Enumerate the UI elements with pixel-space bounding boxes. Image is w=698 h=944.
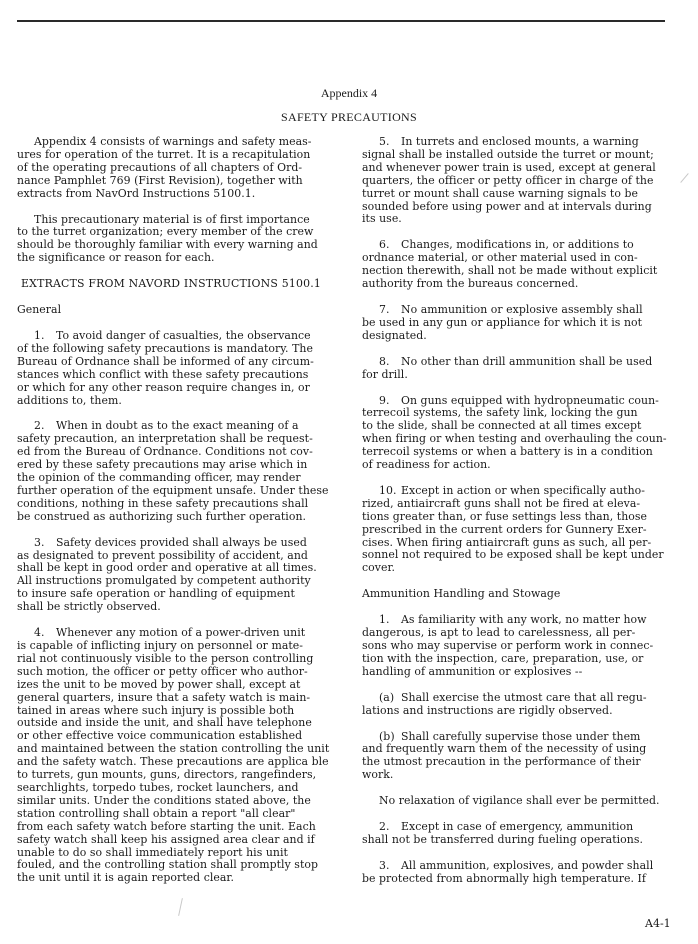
numbered-paragraph (362, 485, 680, 575)
paragraph-text: No relaxation of vigilance shall ever be permitted. (379, 794, 660, 808)
paragraph-text: to the slide, shall be connected at all times except (362, 419, 642, 433)
paragraph-text: of the following safety precautions is mandatory. The (17, 341, 313, 355)
paragraph-text: rial not continuously visible to the person controlling (17, 651, 314, 665)
paragraph-text: When in doubt as to the exact meaning of a (56, 419, 299, 433)
numbered-paragraph (362, 614, 680, 679)
paragraph-text: and whenever power train is used, except at general (362, 160, 656, 174)
paragraph-number: 3. (34, 535, 45, 549)
paragraph-text: No other than drill ammunition shall be used (401, 354, 653, 368)
numbered-paragraph (17, 420, 335, 523)
paragraph-text: cises. When firing antiaircraft guns as such, all per- (362, 535, 652, 549)
paragraph-number: 10. (379, 483, 397, 497)
paragraph-text: and frequently warn them of the necessity of using (362, 742, 647, 756)
paragraph-text: additions to, them. (17, 393, 122, 407)
paragraph-text: be used in any gun or appliance for which it is not (362, 315, 643, 329)
paragraph-text: to insure safe operation or handling of equipment (17, 587, 295, 601)
numbered-paragraph (362, 395, 680, 472)
paragraph-text: and maintained between the station controlling the unit (17, 742, 330, 756)
paragraph-text: Shall exercise the utmost care that all regu- (401, 690, 647, 704)
paragraph-text: shall be strictly observed. (17, 600, 161, 614)
paragraph-text: further operation of the equipment unsafe. Under these (17, 483, 329, 497)
intro-paragraph-1: Appendix 4 consists of warnings and safety meas- ures for operation of the turret. It is a recapitulation of the operating precautions of all chapters of Ord- nance Pamphlet 769 (First Revision), together with extracts from NavOrd Instructions 5100.1. (17, 135, 312, 200)
right-column (362, 136, 680, 899)
paragraph-text: authority from the bureaus concerned. (362, 277, 579, 291)
paragraph-text: be construed as authorizing such further operation. (17, 509, 307, 523)
paragraph-text: conditions, nothing in these safety precautions shall (17, 496, 309, 510)
paragraph-text: ed from the Bureau of Ordnance. Conditions not cov- (17, 445, 313, 459)
numbered-paragraph (17, 627, 335, 885)
paragraph-text: On guns equipped with hydropneumatic coun- (401, 393, 659, 407)
paragraph-text: safety watch shall keep his assigned area clear and if (17, 832, 315, 846)
paragraph-number: 6. (379, 238, 390, 252)
paragraph-text: terrecoil systems or when a battery is in a condition (362, 445, 653, 459)
paragraph-text: from each safety watch before starting the unit. Each (17, 819, 316, 833)
paragraph-text: of readiness for action. (362, 458, 491, 472)
paragraph-number: 9. (379, 393, 390, 407)
paragraph-text: work. (362, 768, 394, 782)
paragraph-text: designated. (362, 328, 427, 342)
paragraph-text: to turrets, gun mounts, guns, directors, rangefinders, (17, 768, 317, 782)
paragraph-text: All ammunition, explosives, and powder shall (401, 858, 654, 872)
paragraph-text: the unit until it is again reported clear. (17, 871, 234, 885)
paragraph-text: nection therewith, shall not be made without explicit (362, 264, 658, 278)
paragraph-text: Except in action or when specifically autho- (401, 483, 645, 497)
numbered-paragraph (17, 330, 335, 407)
page-title: SAFETY PRECAUTIONS (281, 110, 417, 124)
paragraph-text: rized, antiaircraft guns shall not be fired at eleva- (362, 496, 641, 510)
numbered-paragraph (362, 692, 680, 718)
paragraph-text: be protected from abnormally high temperature. If (362, 871, 646, 885)
paragraph-text: or which for any other reason require changes in, or (17, 380, 310, 394)
paragraph-text: izes the unit to be moved by power shall, except at (17, 677, 301, 691)
paragraph-text: quarters, the officer or petty officer in charge of the (362, 173, 654, 187)
paragraph-text: sons who may supervise or perform work in connec- (362, 639, 654, 652)
paragraph-text: is capable of inflicting injury on personnel or mate- (17, 639, 304, 652)
general-items (17, 330, 335, 885)
paragraph-number: (a) (379, 690, 395, 704)
subheading-ammunition: Ammunition Handling and Stowage (362, 587, 561, 601)
paragraph-text: for drill. (362, 367, 408, 381)
paragraph-text: fouled, and the controlling station shall promptly stop (17, 858, 318, 872)
paragraph-text: prescribed in the current orders for Gunnery Exer- (362, 522, 647, 536)
paragraph-text: Changes, modifications in, or additions to (401, 238, 634, 252)
paragraph-text: Bureau of Ordnance shall be informed of any circum- (17, 354, 314, 368)
numbered-paragraph (362, 860, 680, 886)
paragraph-text: ordnance material, or other material used in con- (362, 251, 638, 265)
paragraph-text: lations and instructions are rigidly observed. (362, 703, 613, 717)
paragraph-text: the opinion of the commanding officer, may render (17, 471, 301, 485)
paragraph-text: All instructions promulgated by competent authority (17, 574, 311, 588)
paragraph-text: stances which conflict with these safety precautions (17, 367, 309, 381)
numbered-paragraph (17, 537, 335, 614)
paragraph-text: sounded before using power and at intervals during (362, 199, 652, 213)
paragraph-text: safety precaution, an interpretation shall be request- (17, 432, 313, 446)
paragraph-text: As familiarity with any work, no matter how (401, 613, 647, 627)
paragraph-text: ered by these safety precautions may arise which in (17, 458, 308, 472)
top-rule (17, 20, 665, 22)
ammunition-items (362, 614, 680, 886)
paragraph-text: as designated to prevent possibility of accident, and (17, 548, 308, 562)
paragraph-number: (b) (379, 729, 395, 743)
paragraph-text: unable to do so shall immediately report his unit (17, 845, 288, 859)
paragraph-text: cover. (362, 561, 396, 575)
paragraph-text: turret or mount shall cause warning signals to be (362, 186, 638, 200)
paragraph-text: such motion, the officer or petty officer who author- (17, 664, 308, 678)
paragraph-text: tained in areas where such injury is possible both (17, 703, 295, 717)
paragraph-text: dangerous, is apt to lead to carelessness, all per- (362, 626, 636, 640)
paragraph-number: 1. (379, 613, 390, 627)
numbered-paragraph (362, 136, 680, 226)
general-items-continued (362, 136, 680, 575)
paragraph-text: Whenever any motion of a power-driven unit (56, 626, 306, 640)
left-column (17, 136, 335, 898)
paragraph-text: Shall carefully supervise those under them (401, 729, 641, 743)
paragraph-text: searchlights, torpedo tubes, rocket launchers, and (17, 780, 299, 794)
paragraph-text: handling of ammunition or explosives -- (362, 664, 583, 678)
numbered-paragraph (362, 356, 680, 382)
paragraph-text: Safety devices provided shall always be used (56, 535, 307, 549)
paragraph-text: general quarters, insure that a safety watch is main- (17, 690, 311, 704)
intro-paragraph-2: This precautionary material is of first importance to the turret organization; every member of the crew should be thoroughly familiar with every warning and the significance or reason for each. (17, 212, 318, 265)
paragraph-text: the utmost precaution in the performance of their (362, 755, 641, 769)
page-number: A4-1 (645, 917, 671, 930)
numbered-paragraph (362, 239, 680, 291)
paragraph-number: 2. (34, 419, 45, 433)
paragraph-text: tion with the inspection, care, preparation, use, or (362, 651, 644, 665)
numbered-paragraph (362, 304, 680, 343)
paragraph-text: shall be kept in good order and operative at all times. (17, 561, 317, 575)
paragraph-text: To avoid danger of casualties, the observance (56, 328, 311, 342)
section-heading: EXTRACTS FROM NAVORD INSTRUCTIONS 5100.1 (21, 277, 322, 291)
paragraph-text: similar units. Under the conditions stated above, the (17, 793, 311, 807)
paragraph-text: No ammunition or explosive assembly shall (401, 302, 643, 316)
paragraph-text: In turrets and enclosed mounts, a warning (401, 135, 639, 148)
paragraph-text: sonnel not required to be exposed shall be kept under (362, 548, 664, 562)
paragraph-number: 3. (379, 858, 390, 872)
paragraph-text: or other effective voice communication established (17, 729, 303, 743)
paragraph-text: Except in case of emergency, ammunition (401, 820, 634, 834)
paragraph-number: 4. (34, 626, 45, 640)
paragraph-text: and the safety watch. These precautions are applica ble (17, 755, 329, 769)
paragraph-text: outside and inside the unit, and shall have telephone (17, 716, 312, 730)
numbered-paragraph (362, 821, 680, 847)
paragraph-text: terrecoil systems, the safety link, locking the gun (362, 406, 638, 420)
paragraph-text: shall not be transferred during fueling operations. (362, 832, 643, 846)
subheading-general: General (17, 303, 62, 317)
paragraph-number: 1. (34, 328, 45, 342)
numbered-paragraph (362, 731, 680, 783)
appendix-label: Appendix 4 (320, 86, 378, 100)
paragraph-text: signal shall be installed outside the turret or mount; (362, 147, 654, 161)
paragraph-text: station controlling shall obtain a report "all clear" (17, 806, 296, 820)
paragraph-number: 5. (379, 135, 390, 148)
paragraph-number: 2. (379, 820, 390, 834)
pencil-mark (680, 173, 688, 183)
paragraph-text: its use. (362, 212, 402, 226)
pencil-mark (178, 898, 183, 916)
paragraph-number: 7. (379, 302, 390, 316)
paragraph-number: 8. (379, 354, 390, 368)
numbered-paragraph (362, 795, 680, 808)
paragraph-text: when firing or when testing and overhauling the coun- (362, 432, 667, 446)
paragraph-text: tions greater than, or fuse settings less than, those (362, 509, 647, 523)
